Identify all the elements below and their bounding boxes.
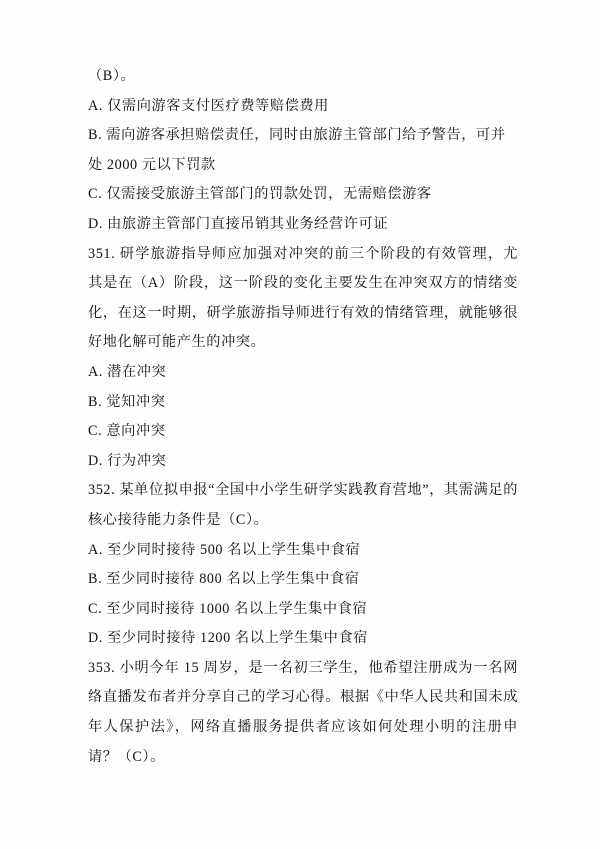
question-353: 353. 小明今年 15 周岁，是一名初三学生，他希望注册成为一名网络直播发布者并分享自己的学习心得。根据《中华人民共和国未成年人保护法》，网络直播服务提供者应该如何处理小明的注册申请？（C）。 — [88, 659, 518, 765]
option-item: A. 仅需向游客支付医疗费等赔偿费用 — [88, 97, 329, 114]
answer-stem-continuation: （B）。 — [88, 68, 136, 84]
option-item: D. 行为冲突 — [88, 452, 167, 469]
option-item: A. 潜在冲突 — [88, 363, 167, 380]
option-item: C. 仅需接受旅游主管部门的罚款处罚，无需赔偿游客 — [88, 186, 432, 203]
document-body — [88, 62, 518, 772]
option-item: C. 意向冲突 — [88, 423, 166, 440]
question-352: 352. 某单位拟申报“全国中小学生研学实践教育营地”，其需满足的核心接待能力条件是（C）。 — [88, 482, 518, 528]
option-item: D. 至少同时接待 1200 名以上学生集中食宿 — [88, 630, 369, 647]
option-item: D. 由旅游主管部门直接吊销其业务经营许可证 — [88, 215, 389, 232]
option-item: B. 需向游客承担赔偿责任，同时由旅游主管部门给予警告，可并处 2000 元以下罚款 — [88, 127, 506, 173]
option-item: C. 至少同时接待 1000 名以上学生集中食宿 — [88, 600, 368, 617]
option-item: B. 至少同时接待 800 名以上学生集中食宿 — [88, 571, 360, 588]
question-351: 351. 研学旅游指导师应加强对冲突的前三个阶段的有效管理，尤其是在（A）阶段，这一阶段的变化主要发生在冲突双方的情绪变化，在这一时期，研学旅游指导师进行有效的情绪管理，就能够很好地化解可能产生的冲突。 — [88, 245, 518, 351]
option-item: B. 觉知冲突 — [88, 393, 166, 410]
option-item: A. 至少同时接待 500 名以上学生集中食宿 — [88, 541, 361, 558]
